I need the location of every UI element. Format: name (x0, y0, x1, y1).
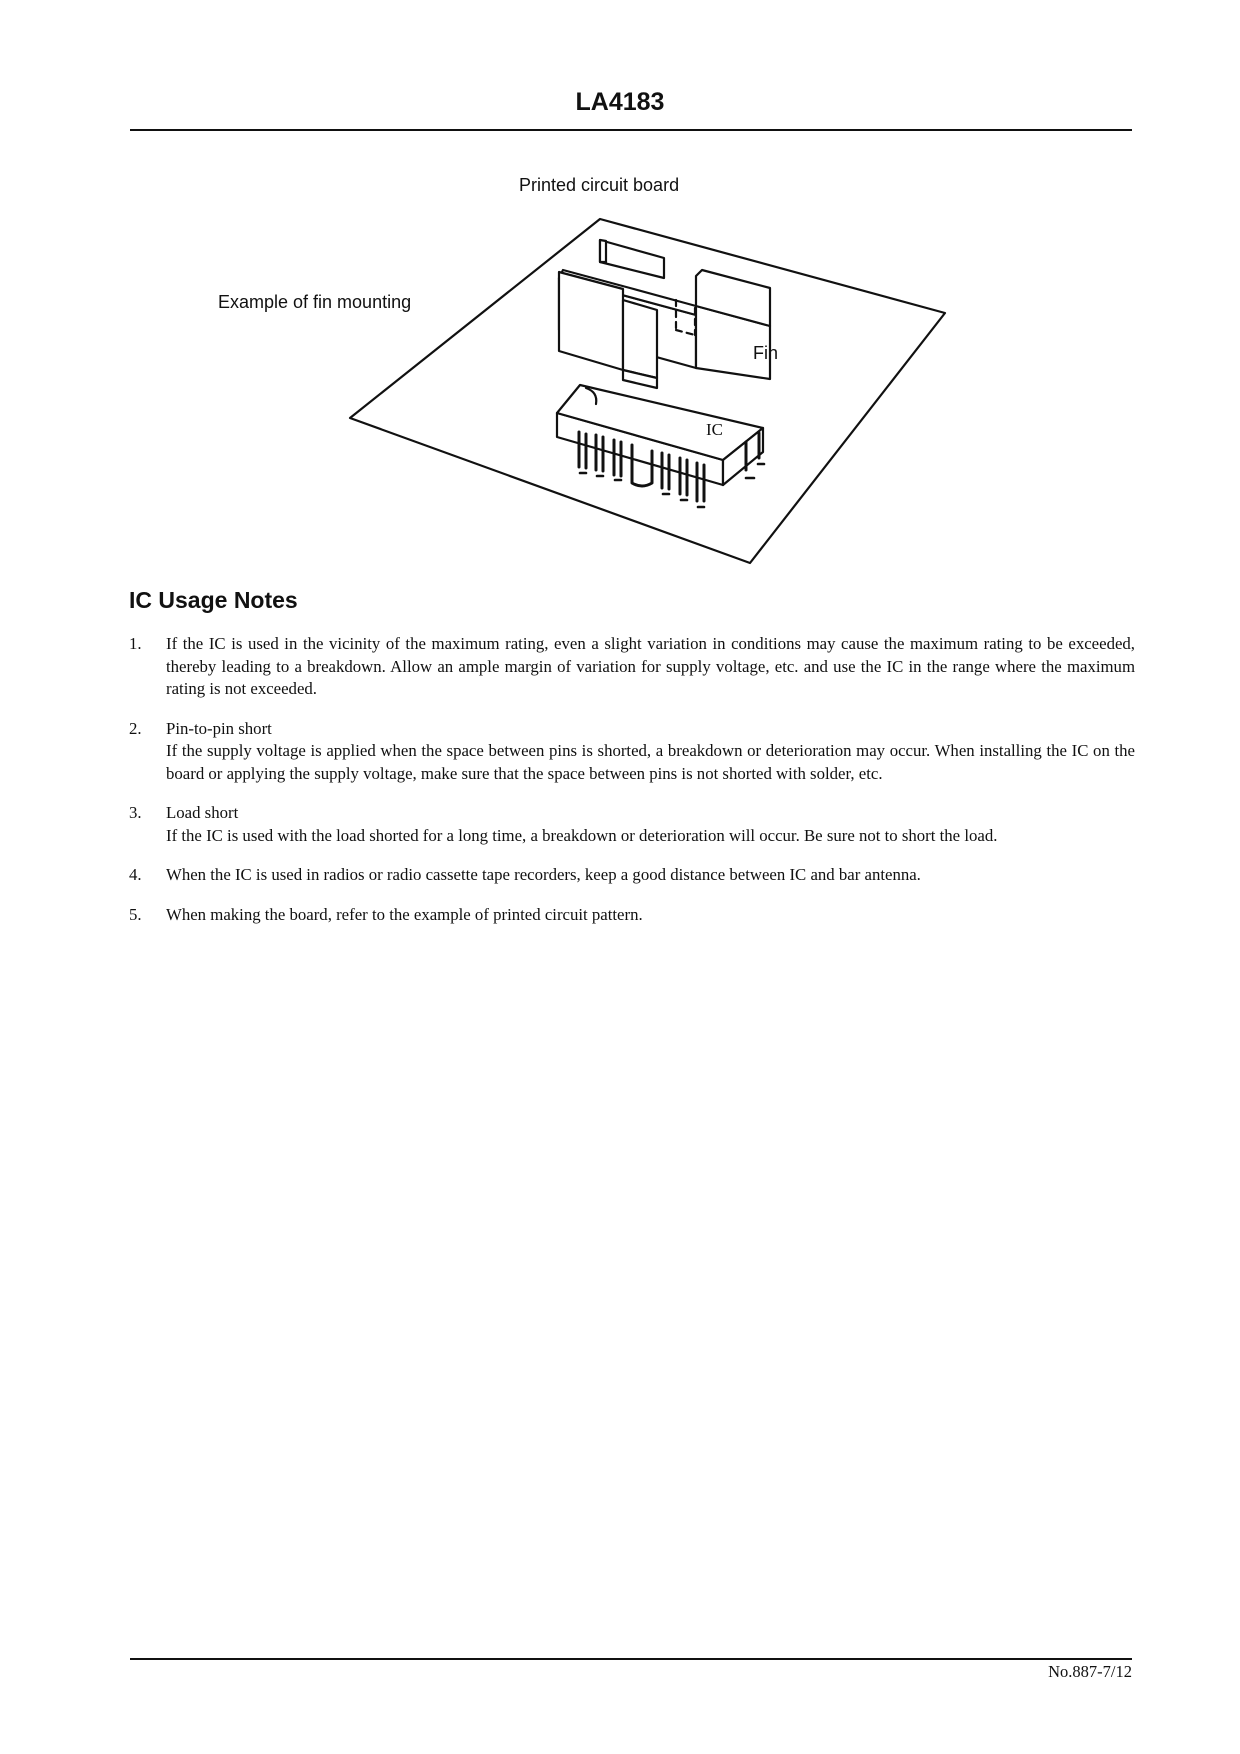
note-body: If the supply voltage is applied when the space between pins is shorted, a breakdown or deterioration may occur. When installing the IC on the board or applying the supply voltage, make sure that the space between pins is not shorted with solder, etc. (166, 741, 1135, 783)
note-body: If the IC is used with the load shorted for a long time, a breakdown or deterioration will occur. Be sure not to short the load. (166, 825, 998, 845)
note-title: Pin-to-pin short (166, 718, 272, 738)
note-title: Load short (166, 803, 239, 822)
footer-rule (130, 1658, 1132, 1660)
list-item (129, 718, 1135, 786)
pcb-label: Printed circuit board (519, 175, 680, 195)
list-item (129, 904, 1135, 927)
note-number: 2. (129, 718, 142, 738)
note-body: If the IC is used in the vicinity of the maximum rating, even a slight variation in conditions may cause the maximum rating to be exceeded, thereby leading to a breakdown. Allow an ample margin of variation for supply voltage, etc. and use the IC in the range where the maximum rating is not exceeded. (166, 634, 1135, 698)
list-item (129, 802, 1135, 847)
fin-label: Fin (753, 343, 779, 363)
fin-mounting-figure (0, 0, 1240, 600)
note-number: 3. (129, 803, 142, 822)
ic-label: IC (706, 420, 723, 439)
document-number: No.887-7/12 (1048, 1662, 1132, 1681)
section-title: IC Usage Notes (129, 587, 298, 613)
note-body: When making the board, refer to the example of printed circuit pattern. (166, 904, 643, 924)
fin-mounting-label: Example of fin mounting (218, 292, 412, 312)
page-title: LA4183 (575, 88, 665, 116)
note-number: 4. (129, 865, 142, 884)
note-number: 5. (129, 904, 142, 924)
fin-mounting-drawing (0, 0, 1240, 600)
list-item (129, 633, 1135, 701)
note-number: 1. (129, 634, 142, 653)
note-body: When the IC is used in radios or radio cassette tape recorders, keep a good distance between IC and bar antenna. (166, 865, 921, 884)
list-item (129, 864, 1135, 887)
usage-notes-list (129, 633, 1135, 943)
